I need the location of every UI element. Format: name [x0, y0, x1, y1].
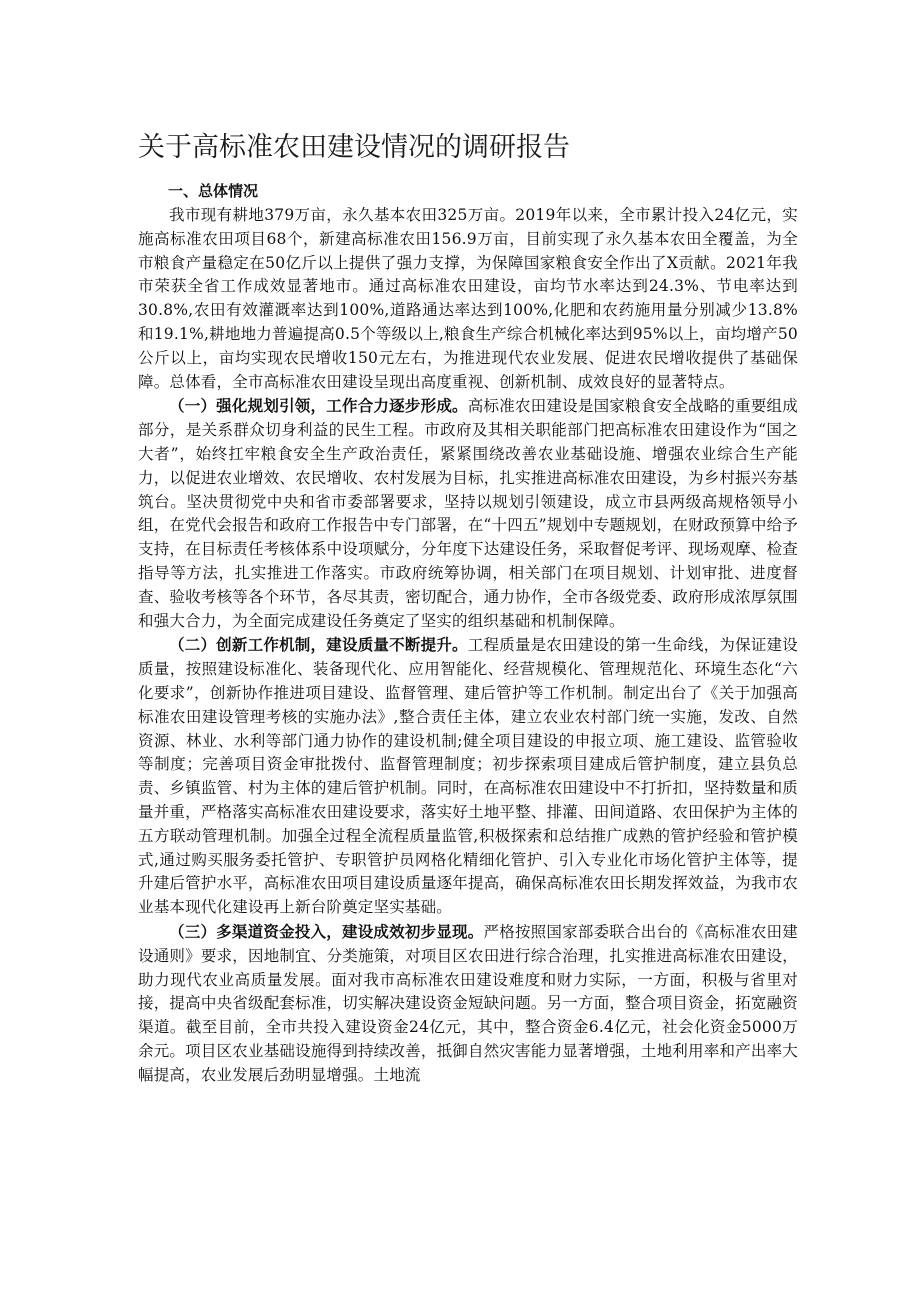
subsection-planning [138, 394, 798, 633]
document-title: 关于高标准农田建设情况的调研报告 [138, 132, 570, 163]
overview-paragraph: 我市现有耕地379万亩，永久基本农田325万亩。2019年以来，全市累计投入24亿元，实施高标准农田项目68个，新建高标准农田156.9万亩，目前实现了永久基本农田全覆盖，为全市粮食产量稳定在50亿斤以上提供了强力支撑，为保障国家粮食安全作出了X贡献。2021年我市荣获全省工作成效显著地市。通过高标准农田建设，亩均节水率达到24.3%、节电率达到30.8%,农田有效灌溉率达到100%,道路通达率达到100%,化肥和农药施用量分别减少13.8%和19.1%,耕地地力普遍提高0.5个等级以上,粮食生产综合机械化率达到95%以上，亩均增产50公斤以上，亩均实现农民增收150元左右，为推进现代农业发展、促进农民增收提供了基础保障。总体看，全市高标准农田建设呈现出高度重视、创新机制、成效良好的显著特点。 [138, 206, 798, 391]
document-page [138, 128, 798, 1087]
subsection-funding-lead: （三）多渠道资金投入，建设成效初步显现。 [169, 921, 484, 941]
section-heading-overview: 一、总体情况 [168, 182, 259, 200]
subsection-funding-body: 严格按照国家部委联合出台的《高标准农田建设通则》要求，因地制宜、分类施策，对项目区农田进行综合治理，扎实推进高标准农田建设，助力现代农业高质量发展。面对我市高标准农田建设难度和财力实际，一方面，积极与省里对接，提高中央省级配套标准，切实解决建设资金短缺问题。另一方面，整合项目资金，拓宽融资渠道。截至目前，全市共投入建设资金24亿元，其中，整合资金6.4亿元，社会化资金5000万余元。项目区农业基础设施得到持续改善，抵御自然灾害能力显著增强，土地利用率和产出率大幅提高，农业发展后劲明显增强。土地流 [138, 922, 798, 1084]
subsection-mechanism-lead: （二）创新工作机制，建设质量不断提升。 [169, 635, 468, 655]
subsection-planning-lead: （一）强化规划引领，工作合力逐步形成。 [169, 396, 468, 416]
subsection-mechanism-body: 工程质量是农田建设的第一生命线，为保证建设质量，按照建设标准化、装备现代化、应用智能化、经营规模化、管理规范化、环境生态化“六化要求”，创新协作推进项目建设、监督管理、建后管护等工作机制。制定出台了《关于加强高标准农田建设管理考核的实施办法》,整合责任主体，建立农业农村部门统一实施，发改、自然资源、林业、水利等部门通力协作的建设机制;健全项目建设的申报立项、施工建设、监管验收等制度；完善项目资金审批拨付、监督管理制度；初步探索项目建成后管护制度，建立县负总责、乡镇监管、村为主体的建后管护机制。同时，在高标准农田建设中不打折扣，坚持数量和质量并重，严格落实高标准农田建设要求，落实好土地平整、排灌、田间道路、农田保护为主体的五方联动管理机制。加强全过程全流程质量监管,积极探索和总结推广成熟的管护经验和管护模式,通过购买服务委托管护、专职管护员网格化精细化管护、引入专业化市场化管护主体等，提升建后管护水平，高标准农田项目建设质量逐年提高，确保高标准农田长期发挥效益，为我市农业基本现代化建设再上新台阶奠定坚实基础。 [138, 636, 798, 917]
subsection-mechanism [138, 633, 798, 920]
subsection-planning-body: 高标准农田建设是国家粮食安全战略的重要组成部分，是关系群众切身利益的民生工程。市政府及其相关职能部门把高标准农田建设作为“国之大者”，始终扛牢粮食安全生产政治责任，紧紧围绕改善农业基础设施、增强农业综合生产能力，以促进农业增效、农民增收、农村发展为目标，扎实推进高标准农田建设，为乡村振兴夯基筑台。坚决贯彻党中央和省市委部署要求，坚持以规划引领建设，成立市县两级高规格领导小组，在党代会报告和政府工作报告中专门部署，在“十四五”规划中专题规划，在财政预算中给予支持，在目标责任考核体系中设项赋分，分年度下达建设任务，采取督促考评、现场观摩、检查指导等方法，扎实推进工作落实。市政府统筹协调，相关部门在项目规划、计划审批、进度督查、验收考核等各个环节，各尽其责，密切配合，通力协作，全市各级党委、政府形成浓厚氛围和强大合力，为全面完成建设任务奠定了坚实的组织基础和机制保障。 [138, 397, 798, 630]
subsection-funding [138, 920, 798, 1088]
